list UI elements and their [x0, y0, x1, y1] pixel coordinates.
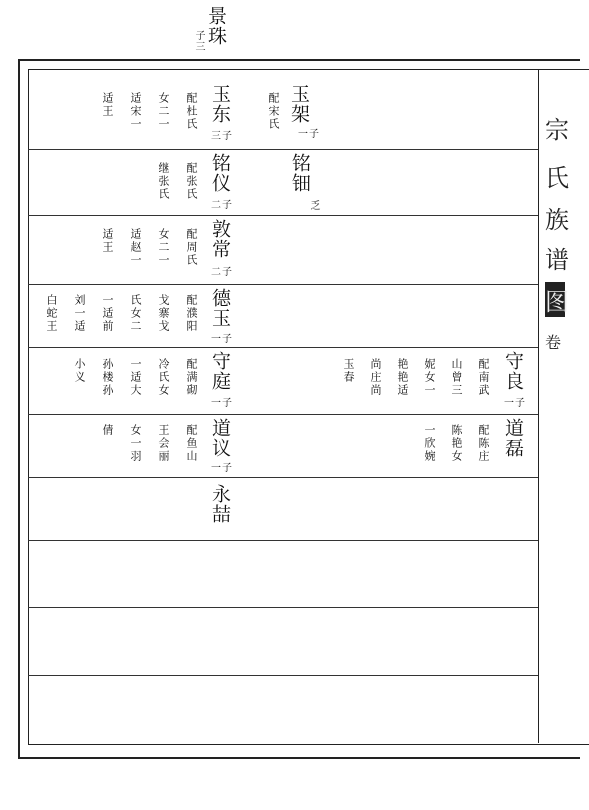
child-line: 女二一	[157, 92, 170, 131]
row-divider	[28, 414, 538, 415]
child-line: 一适前	[101, 294, 114, 333]
row-divider	[28, 215, 538, 216]
spine-volume: 卷	[545, 333, 562, 352]
header-generation: 子三	[193, 30, 204, 52]
person-generation: 一子	[211, 398, 233, 409]
right-line: 艳艳适	[396, 358, 409, 397]
row-divider	[28, 347, 538, 348]
person-name: 守庭	[209, 351, 231, 391]
parent-wife: 配宋氏	[267, 92, 280, 131]
person-name: 铭仪	[209, 153, 231, 193]
person-name: 永喆	[209, 484, 231, 524]
row-divider	[28, 675, 538, 676]
person-name: 道议	[209, 418, 231, 458]
spouse: 配张氏	[185, 162, 198, 201]
right-line: 玉春	[342, 358, 355, 384]
spouse: 配周氏	[185, 228, 198, 267]
child-line: 小义	[73, 358, 86, 384]
right-person-name: 守良	[502, 351, 524, 391]
person-generation: 一子	[211, 463, 233, 474]
row-divider	[28, 284, 538, 285]
child-line: 适赵一	[129, 228, 142, 267]
right-line: 山曾三	[450, 358, 463, 397]
right-line: 尚庄尚	[369, 358, 382, 397]
spine-char: 图	[545, 282, 565, 317]
person-generation: 二子	[211, 200, 233, 211]
spine-char: 氏	[545, 164, 569, 192]
child-line: 刘一适	[73, 294, 86, 333]
spine-char: 族	[545, 206, 569, 234]
child-line: 戈寨戈	[157, 294, 170, 333]
right-line: 妮女一	[423, 358, 436, 397]
person-name: 玉东	[209, 84, 231, 124]
right-line: 一欣婉	[423, 424, 436, 463]
person-generation: 一子	[211, 334, 233, 345]
spouse: 配杜氏	[185, 92, 198, 131]
child-line: 适王	[101, 92, 114, 118]
child-line: 白蛇王	[45, 294, 58, 333]
child-line: 适王	[101, 228, 114, 254]
right-line: 配南武	[477, 358, 490, 397]
child-line: 王会丽	[157, 424, 170, 463]
right-line: 陈艳女	[450, 424, 463, 463]
spine-divider	[538, 69, 539, 743]
child-line: 女二一	[157, 228, 170, 267]
spouse: 配鱼山	[185, 424, 198, 463]
parent-note: 乏	[308, 200, 319, 211]
person-generation: 二子	[211, 267, 233, 278]
parent-generation: 一子	[298, 129, 320, 140]
header-name: 景珠	[205, 6, 227, 46]
row-divider	[28, 540, 538, 541]
child-line: 倩	[101, 424, 114, 437]
second-spouse: 继张氏	[157, 162, 170, 201]
child-line: 冷氏女	[157, 358, 170, 397]
row-divider	[28, 477, 538, 478]
person-name: 敦常	[209, 219, 231, 259]
person-name: 德玉	[209, 288, 231, 328]
parent-name: 玉架	[288, 84, 310, 124]
child-line: 氏女二	[129, 294, 142, 333]
child-line: 孙楼孙	[101, 358, 114, 397]
right-line: 配陈庄	[477, 424, 490, 463]
row-divider	[28, 607, 538, 608]
row-divider	[28, 149, 538, 150]
right-person-generation: 一子	[504, 398, 526, 409]
child-line: 女一羽	[129, 424, 142, 463]
right-person-name: 道磊	[502, 418, 524, 458]
spine-char: 谱	[545, 246, 569, 274]
spouse: 配满砌	[185, 358, 198, 397]
parent-name: 铭钿	[289, 153, 311, 193]
spine-char: 宗	[545, 116, 569, 144]
child-line: 一适大	[129, 358, 142, 397]
child-line: 适宋一	[129, 92, 142, 131]
person-generation: 三子	[211, 131, 233, 142]
spouse: 配濮阳	[185, 294, 198, 333]
